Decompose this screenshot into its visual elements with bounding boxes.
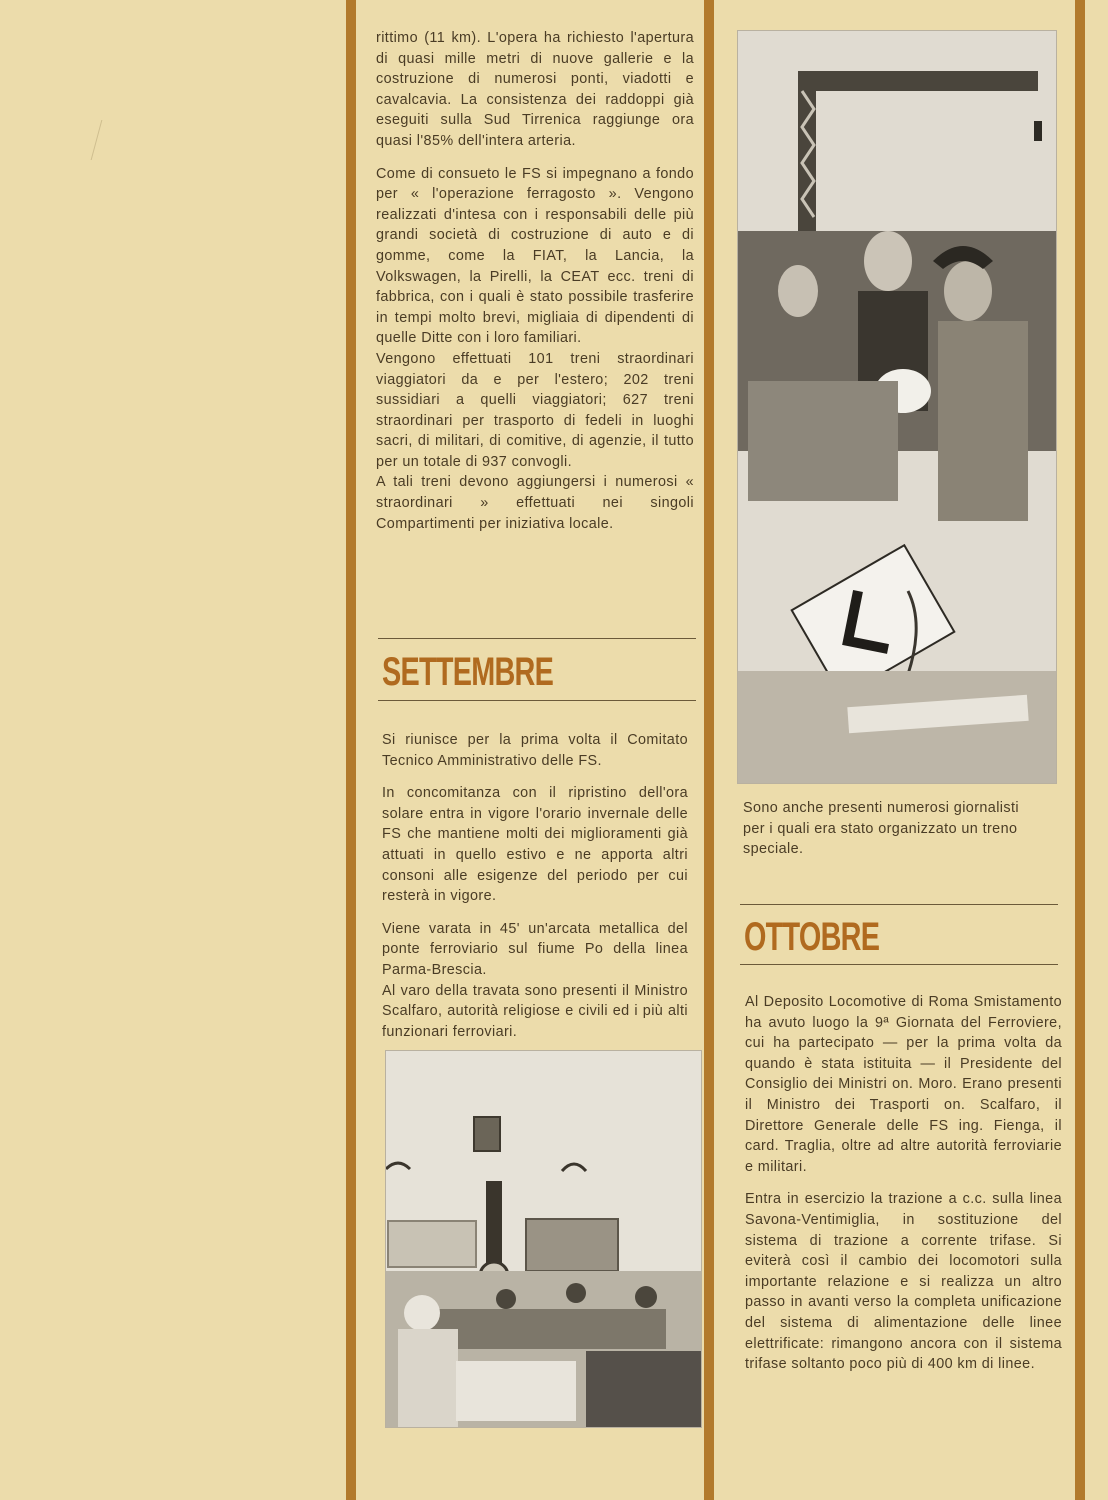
paragraph: Al Deposito Locomotive di Roma Smistamento ha avuto luogo la 9ª Giornata del Ferroviere, cui ha partecipato — per la prima volta da quando è stata istituita — il Presidente del Consiglio dei Ministri on. Moro. Erano presenti il Ministro dei Trasporti on. Scalfaro, il Direttore Generale delle FS ing. Fienga, il card. Traglia, oltre ad altre autorità ferroviarie e militari.	[745, 994, 1062, 1175]
section-rule	[740, 904, 1058, 905]
paragraph: rittimo (11 km). L'opera ha richiesto l'apertura di quasi mille metri di nuove gallerie e la costruzione di numerosi ponti, viadotti e cavalcavia. La consistenza dei raddoppi già eseguiti sulla Sud Tirrenica raggiunge ora quasi l'85% dell'intera arteria.	[376, 30, 694, 149]
paragraph: Al varo della travata sono presenti il Ministro Scalfaro, autorità religiose e civili ed i più alti funzionari ferroviari.	[382, 982, 688, 1040]
paragraph: In concomitanza con il ripristino dell'ora solare entra in vigore l'orario invernale delle FS che mantiene molti dei miglioramenti già attuati in quello estivo e ne apporta altri consoni alle esigenze del periodo per cui resterà in vigore.	[382, 785, 688, 905]
paragraph: Viene varata in 45' un'arcata metallica del ponte ferroviario sul fiume Po della linea Parma-Brescia.	[382, 920, 688, 978]
column-2-section	[745, 992, 1062, 1387]
section-rule	[378, 638, 696, 639]
column-bar-right	[1075, 0, 1085, 1500]
section-rule	[378, 700, 696, 701]
meeting-room-photo	[385, 1050, 702, 1428]
paragraph: Vengono effettuati 101 treni straordinari viaggiatori da e per l'estero; 202 treni sussidiari a quelli viaggiatori; 627 treni straordinari per trasporto di fedeli in luoghi sacri, di militari, di comitive, di agenzie, il tutto per un totale di 937 convogli.	[376, 350, 694, 470]
photo-caption: Sono anche presenti numerosi giornalisti per i quali era stato organizzato un treno speciale.	[743, 800, 1019, 858]
heading-settembre: SETTEMBRE	[382, 650, 554, 694]
heading-ottobre: OTTOBRE	[744, 915, 880, 959]
column-bar-middle	[704, 0, 714, 1500]
workers-photo-graphic	[738, 31, 1056, 783]
paper-crease	[91, 120, 117, 160]
section-rule	[740, 964, 1058, 965]
paragraph: Come di consueto le FS si impegnano a fondo per « l'operazione ferragosto ». Vengono realizzati d'intesa con i responsabili delle più grandi società di costruzione di auto e di gomme, come la FIAT, la Lancia, la Volkswagen, la Pirelli, la CEAT ecc. treni di fabbrica, con i quali è stato possibile trasferire in tempi molto brevi, migliaia di dipendenti di quelle Ditte con i loro familiari.	[376, 165, 694, 347]
column-1	[376, 28, 694, 546]
paragraph: Entra in esercizio la trazione a c.c. sulla linea Savona-Ventimiglia, in sostituzione del sistema di trazione a corrente trifase. Si eviterà così il cambio dei locomotori sulla importante relazione e si realizza un altro passo in avanti verso la completa unificazione del sistema di alimentazione delle linee elettrificate: rimangono ancora con il sistema trifase soltanto poco più di 400 km di linee.	[745, 1191, 1062, 1373]
paragraph: A tali treni devono aggiungersi i numerosi « straordinari » effettuati nei singoli Compartimenti per iniziativa locale.	[376, 474, 694, 532]
column-bar-left	[346, 0, 356, 1500]
workers-photo	[737, 30, 1057, 784]
paragraph: Si riunisce per la prima volta il Comitato Tecnico Amministrativo delle FS.	[382, 732, 688, 769]
column-1-section	[382, 730, 688, 1054]
meeting-photo-graphic	[386, 1051, 701, 1427]
